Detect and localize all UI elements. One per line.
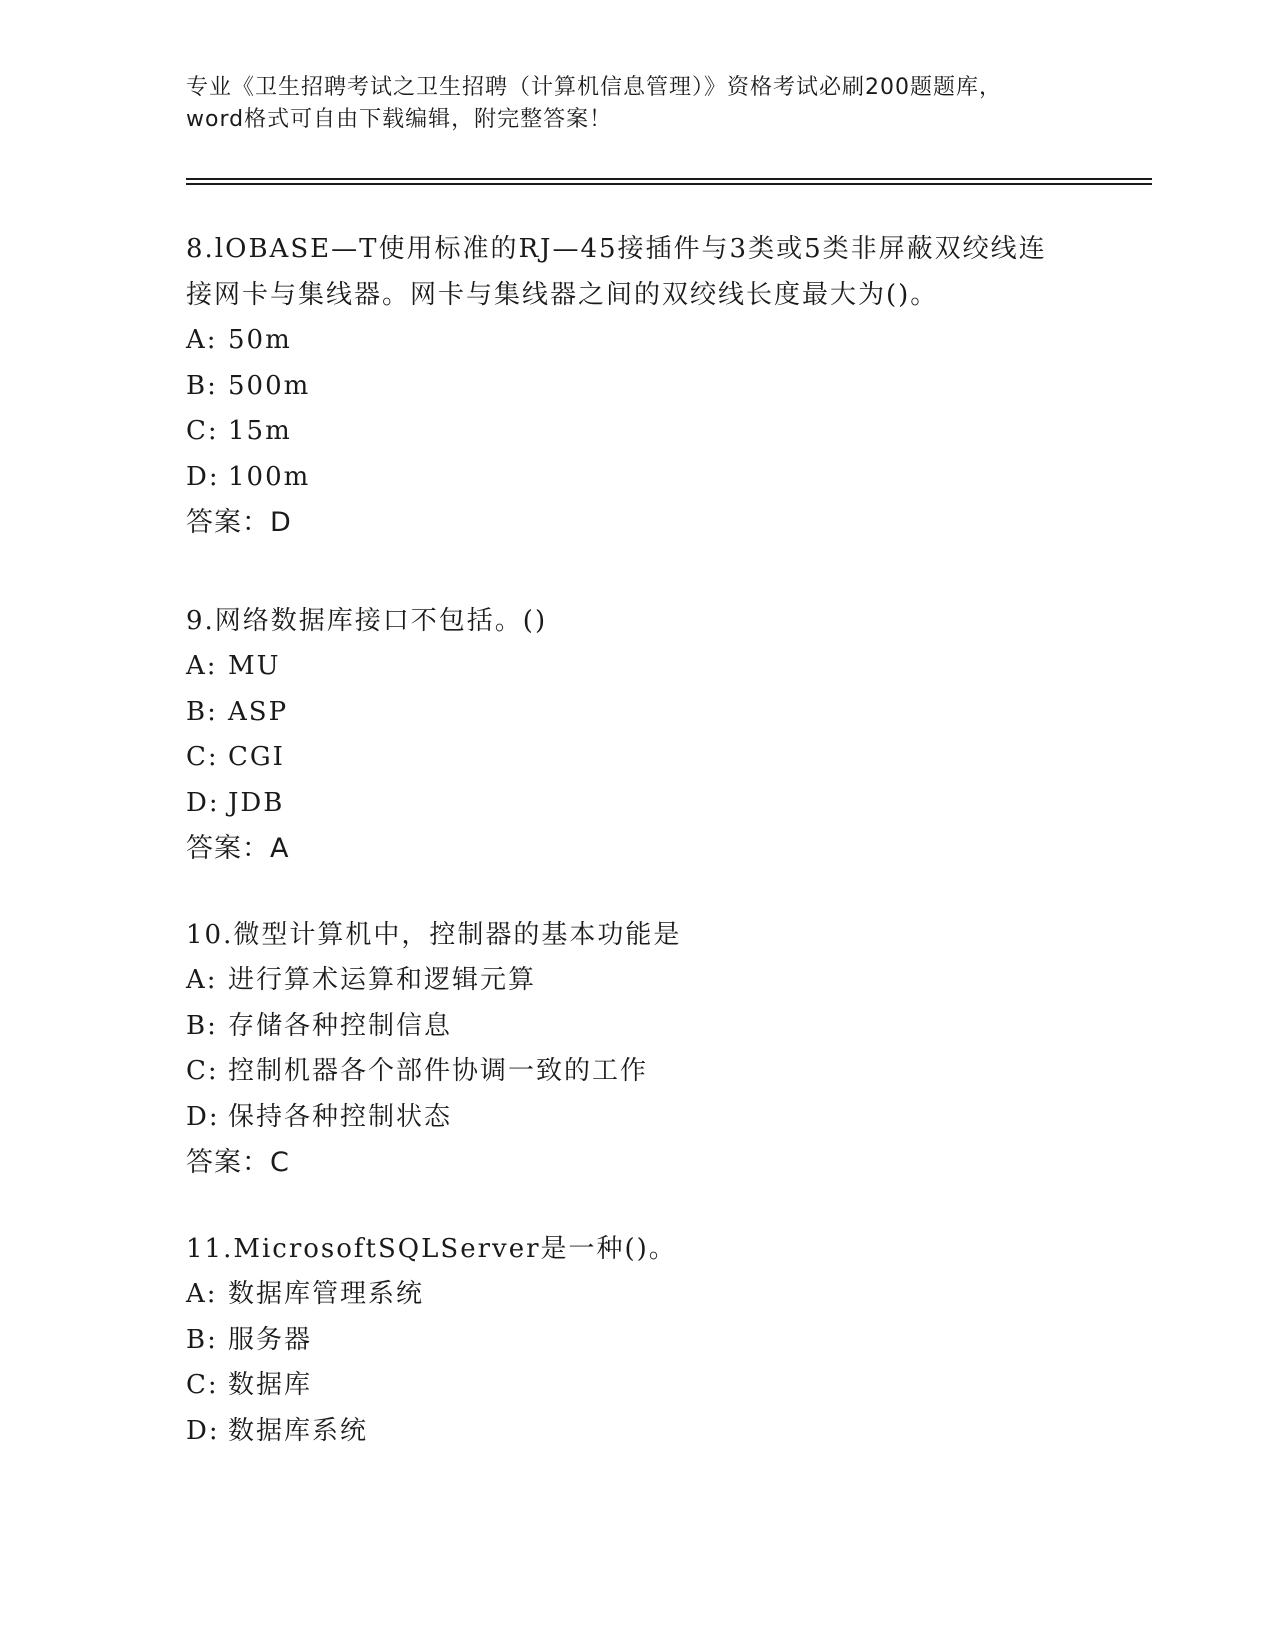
option-a — [186, 644, 1086, 690]
option-letter: B: — [186, 696, 218, 727]
option-b — [186, 1004, 1086, 1050]
option-b — [186, 690, 1086, 736]
option-c — [186, 1363, 1086, 1409]
option-d — [186, 1409, 1086, 1455]
document-header — [186, 72, 1106, 136]
option-letter: C: — [186, 742, 219, 772]
option-text: 服务器 — [228, 1324, 313, 1355]
option-text: 进行算术运算和逻辑元算 — [228, 965, 537, 995]
answer-line: 答案：C — [186, 1147, 290, 1178]
option-letter: D: — [186, 461, 220, 492]
question-text — [186, 226, 1086, 318]
option-text: 100m — [228, 461, 311, 492]
option-letter: A: — [186, 1279, 218, 1309]
option-c — [186, 735, 1086, 781]
option-a — [186, 958, 1086, 1004]
option-text: JDB — [228, 787, 285, 818]
option-letter: C: — [186, 1370, 219, 1400]
option-text: CGI — [228, 742, 285, 772]
option-letter: B: — [186, 370, 218, 401]
option-letter: D: — [186, 1415, 220, 1446]
answer-line: 答案：D — [186, 507, 292, 538]
option-text: 保持各种控制状态 — [228, 1101, 453, 1132]
header-divider-top — [186, 178, 1152, 180]
answer-line: 答案：A — [186, 833, 290, 864]
option-letter: A: — [186, 965, 218, 995]
option-b — [186, 364, 1086, 410]
option-letter: A: — [186, 325, 218, 355]
option-b — [186, 1318, 1086, 1364]
option-letter: B: — [186, 1324, 218, 1355]
option-letter: A: — [186, 651, 218, 681]
question-text — [186, 598, 1086, 644]
option-a — [186, 1272, 1086, 1318]
option-d — [186, 781, 1086, 827]
option-d — [186, 1095, 1086, 1141]
question-10 — [186, 912, 1086, 1186]
option-c — [186, 409, 1086, 455]
option-letter: D: — [186, 1101, 220, 1132]
option-text: 数据库管理系统 — [228, 1279, 425, 1309]
option-text: 50m — [228, 325, 292, 355]
option-letter: C: — [186, 416, 219, 446]
option-letter: D: — [186, 787, 220, 818]
option-text: 500m — [228, 370, 311, 401]
header-title-line-2: word格式可自由下载编辑，附完整答案！ — [186, 107, 613, 132]
question-text-line: 8.lOBASE—T使用标准的RJ—45接插件与3类或5类非屏蔽双绞线连 — [186, 234, 1047, 264]
header-divider-bottom — [186, 183, 1152, 185]
option-text: 数据库 — [228, 1370, 313, 1400]
option-d — [186, 455, 1086, 501]
question-text-line: 11.MicrosoftSQLServer是一种()。 — [186, 1234, 677, 1264]
option-text: 存储各种控制信息 — [228, 1010, 453, 1041]
option-c — [186, 1049, 1086, 1095]
question-text — [186, 912, 1086, 958]
question-text-line: 9.网络数据库接口不包括。() — [186, 606, 548, 636]
option-text: 控制机器各个部件协调一致的工作 — [228, 1056, 649, 1086]
question-text-line: 10.微型计算机中，控制器的基本功能是 — [186, 920, 682, 950]
option-text: MU — [228, 651, 281, 681]
question-8 — [186, 226, 1086, 546]
question-text — [186, 1226, 1086, 1272]
option-text: ASP — [228, 696, 289, 727]
option-a — [186, 318, 1086, 364]
option-text: 15m — [228, 416, 292, 446]
question-9 — [186, 598, 1086, 872]
option-letter: C: — [186, 1056, 219, 1086]
question-11 — [186, 1226, 1086, 1454]
option-text: 数据库系统 — [228, 1415, 369, 1446]
question-text-line: 接网卡与集线器。网卡与集线器之间的双绞线长度最大为()。 — [186, 280, 939, 310]
header-title-line-1: 专业《卫生招聘考试之卫生招聘（计算机信息管理）》资格考试必刷200题题库， — [186, 75, 1002, 100]
option-letter: B: — [186, 1010, 218, 1041]
